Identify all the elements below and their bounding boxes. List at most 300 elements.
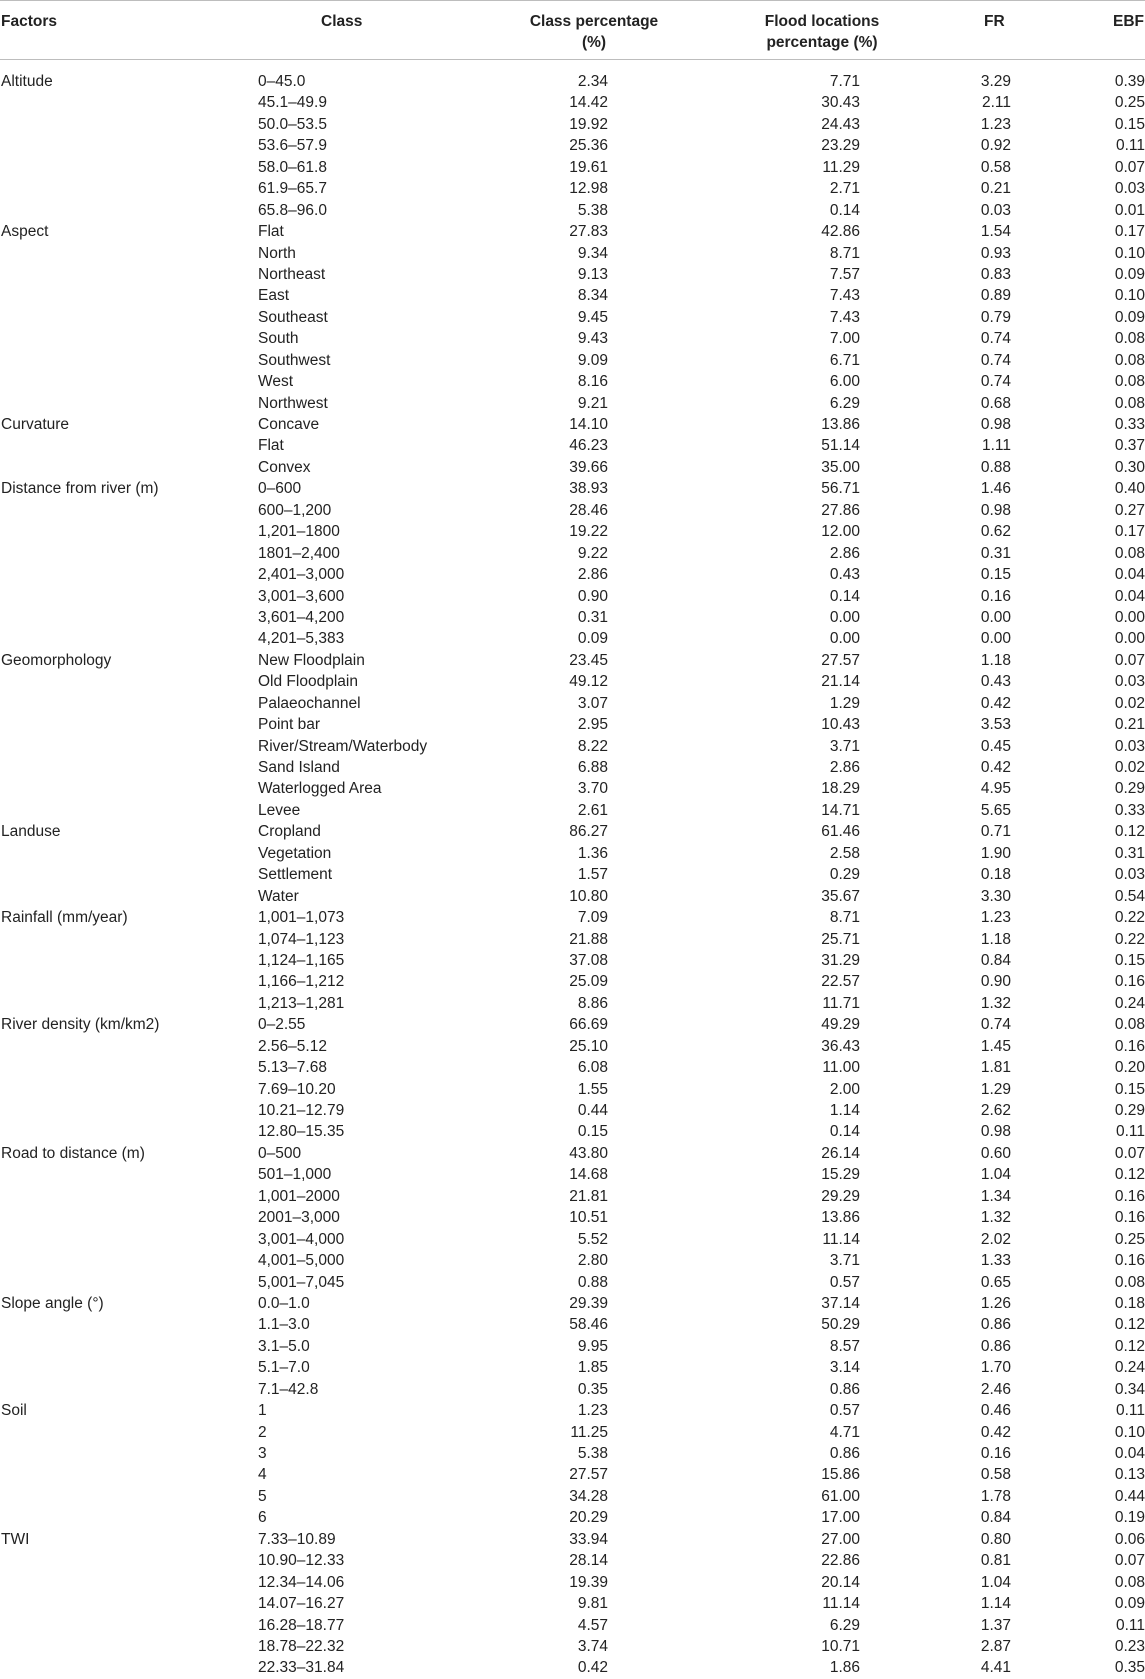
table-header xyxy=(0,0,1145,60)
cell-class: 3 xyxy=(258,1445,267,1462)
cell-ebf: 0.22 xyxy=(1114,930,1145,948)
cell-flood-locations: 6.29 xyxy=(829,394,860,412)
cell-ebf: 0.12 xyxy=(1114,1316,1145,1334)
cell-fr: 1.23 xyxy=(980,909,1011,927)
cell-class: 1,166–1,212 xyxy=(258,973,345,991)
cell-flood-locations: 3.14 xyxy=(829,1359,860,1377)
cell-fr: 0.92 xyxy=(980,137,1011,155)
cell-class-percentage: 0.09 xyxy=(577,630,608,648)
cell-class: 7.1–42.8 xyxy=(258,1380,319,1398)
cell-fr: 0.71 xyxy=(980,823,1011,841)
cell-fr: 0.18 xyxy=(980,866,1011,884)
cell-ebf: 0.09 xyxy=(1114,265,1145,283)
table-row xyxy=(0,929,1145,950)
cell-class-percentage: 9.81 xyxy=(577,1595,608,1613)
cell-class-percentage: 19.39 xyxy=(569,1573,608,1591)
cell-ebf: 0.44 xyxy=(1114,1487,1145,1505)
cell-flood-locations: 21.14 xyxy=(821,673,860,691)
table-row xyxy=(0,114,1145,135)
cell-class-percentage: 0.31 xyxy=(577,608,608,626)
cell-fr: 0.88 xyxy=(980,458,1011,476)
cell-flood-locations: 0.57 xyxy=(829,1402,860,1420)
cell-class-percentage: 49.12 xyxy=(569,673,608,691)
cell-class-percentage: 2.34 xyxy=(577,73,608,90)
table-row xyxy=(0,1550,1145,1571)
cell-fr: 0.86 xyxy=(980,1316,1011,1334)
cell-fr: 1.04 xyxy=(980,1573,1011,1591)
cell-flood-locations: 4.71 xyxy=(829,1423,860,1441)
cell-fr: 1.37 xyxy=(980,1616,1011,1634)
table-row xyxy=(0,157,1145,178)
table-body xyxy=(0,60,1145,1679)
cell-ebf: 0.22 xyxy=(1114,909,1145,927)
cell-class: 5.13–7.68 xyxy=(258,1059,327,1077)
cell-fr: 1.46 xyxy=(980,480,1011,498)
table-row xyxy=(0,736,1145,757)
cell-fr: 1.18 xyxy=(980,651,1011,669)
table-row xyxy=(0,1272,1145,1293)
header-flood-locations: Flood locations percentage (%) xyxy=(764,13,880,51)
cell-class-percentage: 0.42 xyxy=(577,1659,608,1677)
cell-class: Cropland xyxy=(258,823,321,841)
cell-ebf: 0.37 xyxy=(1114,437,1145,455)
cell-class-percentage: 58.46 xyxy=(569,1316,608,1334)
cell-flood-locations: 11.00 xyxy=(822,1059,860,1077)
cell-ebf: 0.08 xyxy=(1114,373,1145,391)
table-row xyxy=(0,1486,1145,1507)
cell-ebf: 0.00 xyxy=(1114,630,1145,648)
cell-fr: 1.23 xyxy=(980,115,1011,133)
cell-ebf: 0.19 xyxy=(1114,1509,1145,1527)
cell-class-percentage: 28.46 xyxy=(569,501,608,519)
cell-class-percentage: 34.28 xyxy=(569,1487,608,1505)
cell-class: 0–500 xyxy=(258,1144,302,1162)
cell-fr: 0.74 xyxy=(980,373,1011,391)
cell-class-percentage: 43.80 xyxy=(569,1144,608,1162)
cell-flood-locations: 37.14 xyxy=(821,1294,860,1312)
cell-flood-locations: 29.29 xyxy=(821,1187,860,1205)
cell-fr: 2.62 xyxy=(980,1102,1011,1119)
table-row xyxy=(0,757,1145,778)
cell-flood-locations: 2.00 xyxy=(829,1080,860,1098)
cell-flood-locations: 36.43 xyxy=(821,1037,860,1055)
cell-flood-locations: 0.29 xyxy=(829,866,860,884)
cell-class-percentage: 5.38 xyxy=(577,201,608,219)
cell-ebf: 0.31 xyxy=(1114,844,1145,862)
cell-class: 45.1–49.9 xyxy=(258,94,327,112)
table-row xyxy=(0,243,1145,264)
cell-flood-locations: 15.29 xyxy=(821,1166,860,1184)
cell-flood-locations: 22.57 xyxy=(821,973,860,991)
cell-ebf: 0.25 xyxy=(1114,1230,1145,1248)
cell-factor: Distance from river (m) xyxy=(1,480,159,498)
cell-ebf: 0.20 xyxy=(1114,1059,1145,1077)
cell-ebf: 0.08 xyxy=(1114,1573,1145,1591)
table-row xyxy=(0,521,1145,542)
cell-class: 4,001–5,000 xyxy=(258,1252,345,1270)
cell-class: 7.33–10.89 xyxy=(258,1530,336,1548)
cell-ebf: 0.24 xyxy=(1114,1359,1145,1377)
header-class-percentage: Class percentage (%) xyxy=(529,13,659,51)
cell-class: 22.33–31.84 xyxy=(258,1659,345,1677)
table-row xyxy=(0,843,1145,864)
table-row xyxy=(0,285,1145,306)
cell-class-percentage: 14.68 xyxy=(569,1166,608,1184)
cell-class-percentage: 25.09 xyxy=(569,973,608,991)
cell-class-percentage: 9.21 xyxy=(577,394,608,412)
cell-flood-locations: 2.86 xyxy=(829,544,860,562)
cell-flood-locations: 0.14 xyxy=(829,587,860,605)
cell-ebf: 0.29 xyxy=(1114,780,1145,798)
table-row xyxy=(0,586,1145,607)
cell-class: 16.28–18.77 xyxy=(258,1616,345,1634)
cell-class: Northeast xyxy=(258,265,326,283)
cell-class-percentage: 10.80 xyxy=(569,887,608,905)
table-row xyxy=(0,800,1145,821)
cell-fr: 3.29 xyxy=(980,73,1011,90)
cell-fr: 1.90 xyxy=(980,844,1011,862)
table-row xyxy=(0,1100,1145,1121)
cell-ebf: 0.08 xyxy=(1114,544,1145,562)
cell-ebf: 0.34 xyxy=(1114,1380,1145,1398)
cell-fr: 0.03 xyxy=(980,201,1011,219)
cell-class: Flat xyxy=(258,437,284,455)
cell-flood-locations: 50.29 xyxy=(821,1316,860,1334)
cell-fr: 0.86 xyxy=(980,1337,1011,1355)
cell-ebf: 0.16 xyxy=(1114,1187,1145,1205)
table-row xyxy=(0,1336,1145,1357)
cell-ebf: 0.12 xyxy=(1114,823,1145,841)
table-row xyxy=(0,1464,1145,1485)
cell-class: 12.34–14.06 xyxy=(258,1573,345,1591)
table-row xyxy=(0,543,1145,564)
cell-class-percentage: 3.70 xyxy=(577,780,608,798)
table-row xyxy=(0,92,1145,113)
cell-class-percentage: 3.74 xyxy=(577,1637,608,1655)
cell-fr: 0.16 xyxy=(980,1445,1011,1462)
cell-fr: 1.26 xyxy=(980,1294,1011,1312)
table-row xyxy=(0,307,1145,328)
table-row xyxy=(0,350,1145,371)
cell-class: 3,601–4,200 xyxy=(258,608,345,626)
cell-ebf: 0.15 xyxy=(1114,951,1145,969)
cell-class: 0.0–1.0 xyxy=(258,1294,310,1312)
cell-fr: 0.16 xyxy=(980,587,1011,605)
cell-ebf: 0.09 xyxy=(1114,1595,1145,1613)
table-row xyxy=(0,671,1145,692)
cell-class: 2,401–3,000 xyxy=(258,566,345,584)
header-fr: FR xyxy=(984,13,1005,30)
cell-class: 2.56–5.12 xyxy=(258,1037,327,1055)
cell-class: Settlement xyxy=(258,866,333,884)
cell-factor: Curvature xyxy=(1,416,70,433)
cell-class: North xyxy=(258,244,296,262)
cell-class: 2001–3,000 xyxy=(258,1209,340,1227)
cell-class-percentage: 9.09 xyxy=(577,351,608,369)
cell-class: 1,201–1800 xyxy=(258,523,340,541)
cell-flood-locations: 12.00 xyxy=(821,523,860,541)
cell-flood-locations: 31.29 xyxy=(821,951,860,969)
cell-class-percentage: 1.55 xyxy=(577,1080,608,1098)
cell-flood-locations: 10.43 xyxy=(821,716,860,734)
table-row xyxy=(0,1186,1145,1207)
cell-fr: 0.80 xyxy=(980,1530,1011,1548)
cell-flood-locations: 17.00 xyxy=(821,1509,860,1527)
cell-class-percentage: 3.07 xyxy=(577,694,608,712)
cell-fr: 5.65 xyxy=(980,801,1011,819)
table-row xyxy=(0,328,1145,349)
cell-ebf: 0.08 xyxy=(1114,351,1145,369)
cell-ebf: 0.15 xyxy=(1114,1080,1145,1098)
cell-class-percentage: 8.34 xyxy=(577,287,608,305)
cell-flood-locations: 20.14 xyxy=(821,1573,860,1591)
cell-class-percentage: 21.88 xyxy=(569,930,608,948)
cell-class-percentage: 33.94 xyxy=(569,1530,608,1548)
cell-factor: Geomorphology xyxy=(1,651,112,669)
cell-flood-locations: 27.00 xyxy=(821,1530,860,1548)
cell-fr: 1.70 xyxy=(980,1359,1011,1377)
cell-class: East xyxy=(258,287,290,305)
table-row xyxy=(0,457,1145,478)
cell-class: 4 xyxy=(258,1466,267,1484)
cell-class: 2 xyxy=(258,1423,267,1441)
cell-flood-locations: 7.57 xyxy=(829,265,860,283)
cell-factor: Rainfall (mm/year) xyxy=(1,909,128,927)
cell-fr: 0.74 xyxy=(980,1016,1011,1034)
cell-fr: 0.89 xyxy=(980,287,1011,305)
cell-class: 1,213–1,281 xyxy=(258,994,345,1012)
cell-class-percentage: 19.61 xyxy=(569,158,608,176)
cell-flood-locations: 0.00 xyxy=(829,630,860,648)
cell-class-percentage: 7.09 xyxy=(577,909,608,927)
cell-class-percentage: 25.10 xyxy=(569,1037,608,1055)
table-row xyxy=(0,1250,1145,1271)
cell-class-percentage: 9.13 xyxy=(577,265,608,283)
cell-class: 53.6–57.9 xyxy=(258,137,327,155)
cell-flood-locations: 11.29 xyxy=(822,158,860,176)
cell-class-percentage: 2.80 xyxy=(577,1252,608,1270)
cell-fr: 0.98 xyxy=(980,1123,1011,1141)
table-row xyxy=(0,221,1145,242)
table-row xyxy=(0,886,1145,907)
cell-flood-locations: 61.46 xyxy=(821,823,860,841)
cell-ebf: 0.33 xyxy=(1114,416,1145,433)
cell-ebf: 0.13 xyxy=(1114,1466,1145,1484)
cell-fr: 0.81 xyxy=(980,1552,1011,1570)
cell-factor: Aspect xyxy=(1,223,49,241)
cell-fr: 2.87 xyxy=(980,1637,1011,1655)
cell-ebf: 0.30 xyxy=(1114,458,1145,476)
table-row xyxy=(0,1507,1145,1528)
cell-class: South xyxy=(258,330,299,348)
cell-class: 18.78–22.32 xyxy=(258,1637,345,1655)
cell-flood-locations: 0.86 xyxy=(829,1380,860,1398)
cell-factor: Road to distance (m) xyxy=(1,1144,145,1162)
cell-flood-locations: 42.86 xyxy=(821,223,860,241)
cell-flood-locations: 1.29 xyxy=(829,694,860,712)
cell-class-percentage: 27.57 xyxy=(569,1466,608,1484)
cell-ebf: 0.17 xyxy=(1114,223,1145,241)
table-row xyxy=(0,1057,1145,1078)
cell-fr: 2.11 xyxy=(981,94,1011,112)
cell-class: River/Stream/Waterbody xyxy=(258,737,428,755)
cell-class: 1.1–3.0 xyxy=(258,1316,310,1334)
cell-class-percentage: 4.57 xyxy=(577,1616,608,1634)
cell-factor: River density (km/km2) xyxy=(1,1016,160,1034)
cell-class: Vegetation xyxy=(258,844,332,862)
cell-factor: Altitude xyxy=(1,73,53,90)
table-row xyxy=(0,478,1145,499)
cell-class-percentage: 19.92 xyxy=(569,115,608,133)
cell-class: 1 xyxy=(258,1402,267,1420)
cell-class: Palaeochannel xyxy=(258,694,361,712)
cell-fr: 0.84 xyxy=(980,951,1011,969)
cell-fr: 1.34 xyxy=(980,1187,1011,1205)
cell-class-percentage: 0.44 xyxy=(577,1102,608,1119)
table-row xyxy=(0,607,1145,628)
cell-fr: 0.42 xyxy=(980,1423,1011,1441)
cell-ebf: 0.16 xyxy=(1114,973,1145,991)
cell-flood-locations: 8.71 xyxy=(829,244,860,262)
cell-ebf: 0.18 xyxy=(1114,1294,1145,1312)
cell-fr: 1.54 xyxy=(980,223,1011,241)
cell-class: Old Floodplain xyxy=(258,673,358,691)
cell-class-percentage: 23.45 xyxy=(569,651,608,669)
cell-flood-locations: 3.71 xyxy=(829,1252,860,1270)
cell-ebf: 0.17 xyxy=(1114,523,1145,541)
cell-fr: 0.74 xyxy=(980,330,1011,348)
cell-class: 0–600 xyxy=(258,480,302,498)
cell-class: Concave xyxy=(258,416,320,433)
cell-class: 5 xyxy=(258,1487,267,1505)
cell-ebf: 0.02 xyxy=(1114,694,1145,712)
cell-class-percentage: 8.22 xyxy=(577,737,608,755)
cell-class-percentage: 46.23 xyxy=(569,437,608,455)
cell-class-percentage: 1.36 xyxy=(577,844,608,862)
cell-ebf: 0.21 xyxy=(1114,716,1145,734)
cell-fr: 1.78 xyxy=(980,1487,1011,1505)
cell-flood-locations: 14.71 xyxy=(821,801,860,819)
cell-class-percentage: 5.52 xyxy=(577,1230,608,1248)
cell-flood-locations: 27.57 xyxy=(821,651,860,669)
cell-flood-locations: 0.86 xyxy=(829,1445,860,1462)
cell-class-percentage: 12.98 xyxy=(569,180,608,198)
cell-ebf: 0.03 xyxy=(1114,673,1145,691)
cell-flood-locations: 15.86 xyxy=(821,1466,860,1484)
cell-class: Point bar xyxy=(258,716,321,734)
table-row xyxy=(0,1422,1145,1443)
table-row xyxy=(0,564,1145,585)
cell-flood-locations: 8.57 xyxy=(829,1337,860,1355)
cell-class-percentage: 38.93 xyxy=(569,480,608,498)
table-row xyxy=(0,414,1145,435)
cell-class: Waterlogged Area xyxy=(258,780,382,798)
cell-fr: 1.18 xyxy=(980,930,1011,948)
cell-class: Water xyxy=(258,887,299,905)
cell-class-percentage: 2.95 xyxy=(577,716,608,734)
cell-flood-locations: 22.86 xyxy=(821,1552,860,1570)
table-row xyxy=(0,907,1145,928)
cell-class-percentage: 27.83 xyxy=(569,223,608,241)
cell-class-percentage: 5.38 xyxy=(577,1445,608,1462)
cell-fr: 0.43 xyxy=(980,673,1011,691)
cell-flood-locations: 7.00 xyxy=(829,330,860,348)
table-row xyxy=(0,1121,1145,1142)
cell-class-percentage: 0.35 xyxy=(577,1380,608,1398)
cell-ebf: 0.03 xyxy=(1114,866,1145,884)
cell-class-percentage: 21.81 xyxy=(569,1187,608,1205)
table-row xyxy=(0,264,1145,285)
cell-flood-locations: 26.14 xyxy=(821,1144,860,1162)
cell-flood-locations: 2.86 xyxy=(829,759,860,776)
cell-class: 61.9–65.7 xyxy=(258,180,327,198)
cell-ebf: 0.09 xyxy=(1114,308,1145,326)
cell-flood-locations: 0.14 xyxy=(829,201,860,219)
table-row xyxy=(0,864,1145,885)
cell-class: Convex xyxy=(258,458,311,476)
table-row xyxy=(0,1657,1145,1678)
cell-ebf: 0.07 xyxy=(1114,651,1145,669)
header-ebf: EBF xyxy=(1113,13,1144,30)
cell-class-percentage: 20.29 xyxy=(569,1509,608,1527)
cell-ebf: 0.16 xyxy=(1114,1209,1145,1227)
cell-flood-locations: 11.14 xyxy=(822,1230,860,1248)
cell-class: 4,201–5,383 xyxy=(258,630,345,648)
cell-class-percentage: 28.14 xyxy=(569,1552,608,1570)
cell-fr: 0.83 xyxy=(980,265,1011,283)
cell-class-percentage: 0.15 xyxy=(577,1123,608,1141)
cell-fr: 4.95 xyxy=(980,780,1011,798)
cell-ebf: 0.00 xyxy=(1114,608,1145,626)
cell-flood-locations: 13.86 xyxy=(821,416,860,433)
table-row xyxy=(0,1357,1145,1378)
cell-class: 1,074–1,123 xyxy=(258,930,345,948)
table-row xyxy=(0,1293,1145,1314)
cell-ebf: 0.54 xyxy=(1114,887,1145,905)
cell-fr: 1.11 xyxy=(981,437,1011,455)
table-row xyxy=(0,1572,1145,1593)
cell-ebf: 0.07 xyxy=(1114,1552,1145,1570)
cell-factor: Landuse xyxy=(1,823,61,841)
cell-class-percentage: 2.86 xyxy=(577,566,608,584)
cell-fr: 1.29 xyxy=(980,1080,1011,1098)
cell-class: 58.0–61.8 xyxy=(258,158,327,176)
cell-flood-locations: 35.00 xyxy=(821,458,860,476)
cell-class: Sand Island xyxy=(258,759,340,776)
cell-class: 7.69–10.20 xyxy=(258,1080,336,1098)
table-row xyxy=(0,628,1145,649)
cell-class-percentage: 9.43 xyxy=(577,330,608,348)
cell-ebf: 0.07 xyxy=(1114,158,1145,176)
cell-ebf: 0.07 xyxy=(1114,1144,1145,1162)
cell-factor: Soil xyxy=(1,1402,27,1420)
cell-ebf: 0.03 xyxy=(1114,737,1145,755)
cell-fr: 1.33 xyxy=(980,1252,1011,1270)
cell-class-percentage: 86.27 xyxy=(569,823,608,841)
cell-ebf: 0.12 xyxy=(1114,1166,1145,1184)
table-row xyxy=(0,135,1145,156)
cell-fr: 0.98 xyxy=(980,501,1011,519)
cell-ebf: 0.29 xyxy=(1114,1102,1145,1119)
cell-class-percentage: 9.22 xyxy=(577,544,608,562)
cell-class: 1,124–1,165 xyxy=(258,951,345,969)
cell-fr: 0.62 xyxy=(980,523,1011,541)
cell-flood-locations: 1.86 xyxy=(829,1659,860,1677)
cell-flood-locations: 6.00 xyxy=(829,373,860,391)
table-row xyxy=(0,1207,1145,1228)
cell-class: 65.8–96.0 xyxy=(258,201,327,219)
cell-flood-locations: 1.14 xyxy=(829,1102,860,1119)
